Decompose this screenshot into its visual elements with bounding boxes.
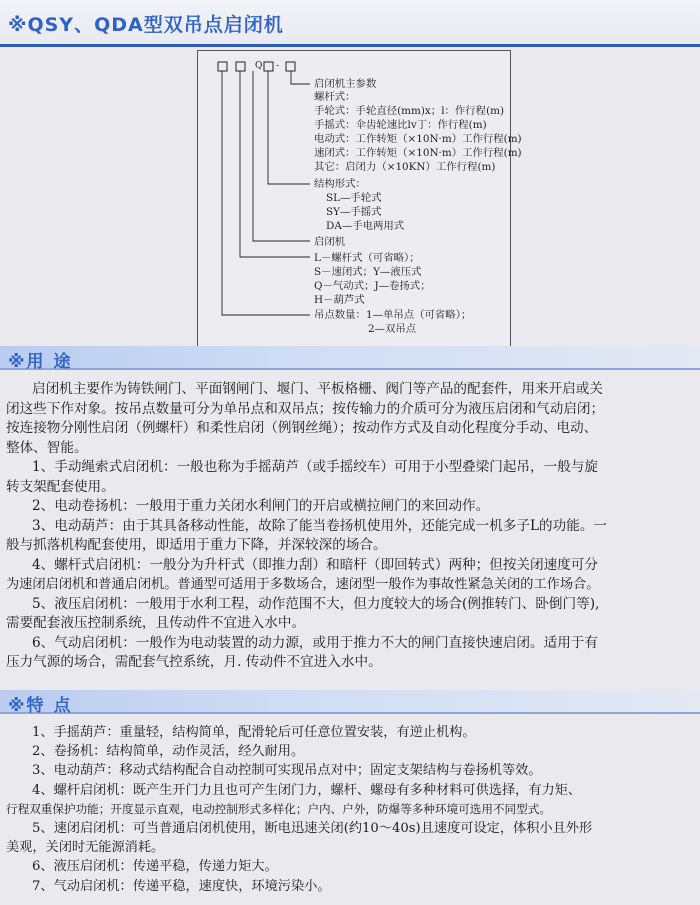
diagram-line: 启闭机 (314, 236, 346, 248)
usage-heading: ※用 途 (8, 352, 73, 372)
diagram-line: 启闭机主参数 (314, 78, 377, 90)
diagram-line: 结构形式： (314, 178, 366, 190)
feature-line: 3、电动葫芦：移动式结构配合自动控制可实现吊点对中；固定支架结构与卷扬机等效。 (32, 763, 542, 779)
usage-header-bar (0, 346, 700, 370)
usage-line: 2、电动卷扬机：一般用于重力关闭水利闸门的开启或横拉闸门的来回动作。 (32, 498, 490, 514)
feature-line: 6、液压启闭机：传递平稳，传递力矩大。 (32, 859, 278, 875)
usage-line: 4、螺杆式启闭机：一般分为升杆式（即推力刮）和暗杆（即回转式）两种；但按关闭速度可分 (32, 556, 598, 573)
diagram-line: 速闭式：工作转矩（×10N·m）工作行程(m) (314, 147, 522, 159)
diagram-line: SY—手摇式 (326, 206, 382, 218)
usage-line: 需要配套液压控制系统，且传动件不宜进入水中。 (6, 615, 306, 631)
usage-line: 转支架配套使用。 (6, 478, 115, 495)
page-title: ※QSY、QDA型双吊点启闭机 (8, 14, 284, 36)
features-body (6, 723, 696, 896)
usage-line: 启闭机主要作为铸铁闸门、平面钢闸门、堰门、平板格栅、阀门等产品的配套件，用来开启或关 (32, 381, 603, 397)
usage-line: 整体、智能。 (6, 439, 88, 456)
diagram-line: H－葫芦式 (314, 294, 365, 306)
usage-section-header (0, 346, 700, 372)
diagram-line: DA—手电两用式 (326, 220, 405, 232)
header-bar (0, 0, 700, 47)
diagram-line: S－速闭式；Y—液压式 (314, 266, 422, 278)
diagram-line: 手轮式：手轮直径(mm)x；l：作行程(m) (314, 105, 505, 117)
usage-line: 5、液压启闭机：一般用于水利工程，动作范围不大，但力度较大的场合(例推转门、卧倒门等), (32, 595, 600, 612)
usage-body (6, 380, 694, 673)
diagram-line: 螺杆式： (314, 91, 356, 103)
feature-line: 5、速闭启闭机：可当普通启闭机使用，断电迅速关闭(约10～40s)且速度可设定，体积小且外形 (32, 821, 593, 837)
diagram-line: 其它：启闭力（×10KN）工作行程(m) (314, 161, 496, 173)
diagram-line: 吊点数量：1—单吊点（可省略）； (314, 309, 472, 321)
feature-line: 4、螺杆启闭机：既产生开门力且也可产生闭门力，螺杆、螺母有多种材料可供选择，有力矩、 (32, 782, 582, 798)
feature-line: 1、手摇葫芦：重量轻，结构简单，配滑轮后可任意位置安装，有逆止机构。 (32, 725, 476, 740)
usage-line: 按连接物分刚性启闭（例螺杆）和柔性启闭（例钢丝绳）；按动作方式及自动化程度分手动、电动、 (6, 420, 598, 436)
feature-line: 2、卷扬机：结构简单，动作灵活，经久耐用。 (32, 744, 305, 760)
diagram-line: L－螺杆式（可省略）； (314, 252, 420, 264)
usage-line: 3、电动葫芦：由于其具备移动性能，故除了能当卷扬机使用外，还能完成一机多子L的功能。一 (32, 517, 608, 534)
features-section-header (0, 690, 700, 716)
diagram-line: 2—双吊点 (368, 323, 417, 335)
features-heading: ※特 点 (8, 696, 73, 716)
usage-line: 为速闭启闭机和普通启闭机。普通型可适用于多数场合，速闭型一般作为事故性紧急关闭的工作场合。 (6, 577, 600, 592)
usage-line: 1、手动绳索式启闭机：一般也称为手摇葫芦（或手摇绞车）可用于小型叠梁门起吊，一般与旋 (32, 459, 598, 475)
feature-line: 7、气动启闭机：传递平稳，速度快，环境污染小。 (32, 878, 331, 894)
features-header-bar (0, 690, 700, 714)
diagram-line: Q－气动式；J—卷扬式； (314, 280, 431, 292)
usage-line: 闭这些下作对象。按吊点数量可分为单吊点和双吊点；按传输力的介质可分为液压启闭和气动启闭； (6, 400, 605, 417)
diagram-line: 电动式：工作转矩（×10N·m）工作行程(m) (314, 133, 522, 145)
diagram-line: SL—手轮式 (326, 192, 382, 204)
model-code-diagram: Q - 启闭机主参数 螺杆式： 手轮式：手轮直径(mm)x；l：作行程(m) 手摇式：伞齿轮速比lv丁：作行程(m) 电动式：工作转矩（×10N·m）工作行程(m) 速闭式：工作转矩（×10N·m）工作行程(m) 其它：启闭力（×10KN）工作行程(m) 结构形式： SL—手轮式 SY—手摇式 DA—手电两用式 启闭机 L－螺杆式（可省略）； S－速闭式；Y—液压式 Q－气动式；J—卷扬式； H－葫芦式 吊点数量：1—单吊点（可省略）； 2—双吊点 (197, 50, 511, 349)
usage-line: 般与抓落机构配套使用，即适用于重力下降，并深较深的场合。 (6, 537, 387, 553)
feature-line: 美观，关闭时无能源消耗。 (6, 840, 165, 856)
usage-line: 6、气动启闭机：一般作为电动装置的动力源，或用于推力不大的闸门直接快速启闭。适用于有 (32, 634, 598, 651)
usage-line: 压力气源的场合，需配套气控系统，月. 传动件不宜进入水中。 (6, 654, 382, 670)
feature-line: 行程双重保护功能；开度显示直观，电动控制形式多样化；户内、户外，防爆等多种环境可选用不同型式。 (6, 801, 551, 816)
diagram-line: 手摇式：伞齿轮速比lv丁：作行程(m) (314, 119, 487, 131)
